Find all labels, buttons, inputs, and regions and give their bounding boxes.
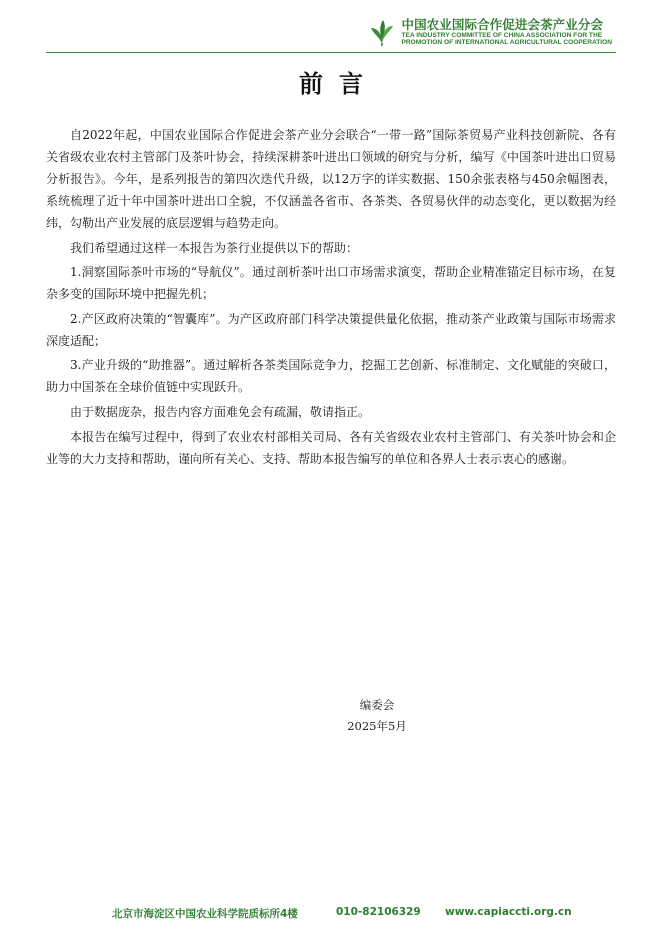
paragraph-disclaimer: 由于数据庞杂，报告内容方面难免会有疏漏，敬请指正。: [70, 404, 371, 419]
signature-date: 2025年5月: [347, 719, 407, 733]
page-title: 前言: [299, 70, 379, 98]
footer-address: 北京市海淀区中国农业科学院质标所4楼: [112, 908, 298, 920]
paragraph-acknowledgement: 本报告在编写过程中，得到了农业农村部相关司局、各有关省级农业农村主管部门、有关茶叶协会和企业等的大力支持和帮助，谨向所有关心、支持、帮助本报告编写的单位和各界人士表示衷心的感谢。: [46, 429, 616, 466]
paragraph-intro: 自2022年起，中国农业国际合作促进会茶产业分会联合“一带一路”国际茶贸易产业科技创新院、各有关省级农业农村主管部门及茶叶协会，持续深耕茶叶进出口领域的研究与分析，编写《中国茶叶进出口贸易分析报告》。今年，是系列报告的第四次迭代升级，以12万字的详实数据、150余张表格与450余幅图表，系统梳理了近十年中国茶叶进出口全貌，不仅涵盖各省市、各茶类、各贸易伙伴的动态变化，更以数据为经纬，勾勒出产业发展的底层逻辑与趋势走向。: [46, 128, 616, 230]
org-logo: [367, 15, 612, 49]
preface-body: [46, 124, 616, 472]
signature-committee: 编委会: [359, 698, 395, 712]
org-name-en-line1: TEA INDUSTRY COMMITTEE OF CHINA ASSOCIATION FOR THE: [401, 31, 603, 39]
paragraph-point-3: 3.产业升级的“助推器”。通过解析各茶类国际竞争力，挖掘工艺创新、标准制定、文化赋能的突破口，助力中国茶在全球价值链中实现跃升。: [46, 358, 616, 395]
page-footer: [0, 906, 662, 924]
org-name-cn: 中国农业国际合作促进会茶产业分会: [401, 16, 604, 32]
footer-phone: 010-82106329: [336, 906, 421, 918]
paragraph-point-2: 2.产区政府决策的“智囊库”。为产区政府部门科学决策提供量化依据，推动茶产业政策与国际市场需求深度适配；: [46, 311, 616, 348]
paragraph-purpose: 我们希望通过这样一本报告为茶行业提供以下的帮助：: [70, 240, 359, 255]
org-name-block: [401, 18, 612, 47]
paragraph-point-1: 1.洞察国际茶叶市场的“导航仪”。通过剖析茶叶出口市场需求演变，帮助企业精准锚定目标市场，在复杂多变的国际环境中把握先机；: [46, 265, 616, 302]
footer-website: www.capiaccti.org.cn: [445, 906, 572, 918]
tea-leaf-logo-icon: [367, 17, 397, 47]
org-name-en-line2: PROMOTION OF INTERNATIONAL AGRICULTURAL COOPERATION: [401, 39, 612, 46]
page-header: [46, 12, 616, 53]
